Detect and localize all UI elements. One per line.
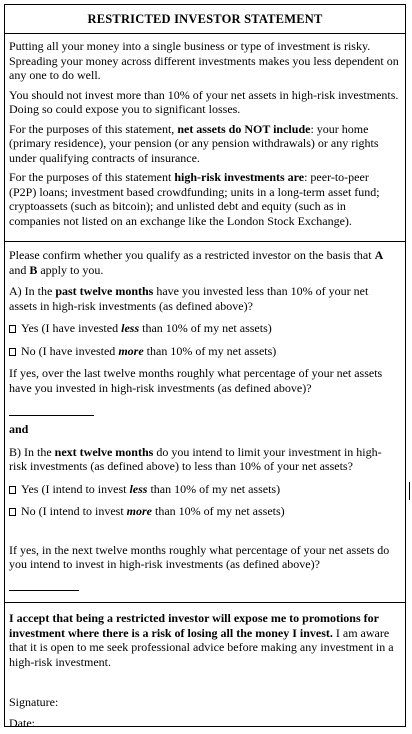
and-separator-text: and xyxy=(9,422,29,436)
question-b-yes-tail: than 10% of my net assets) xyxy=(147,481,281,496)
high-risk-definition-term: high-risk investments are xyxy=(174,170,305,184)
question-b-period: next twelve months xyxy=(54,444,154,459)
question-a-yes-emphasis: less xyxy=(121,321,140,335)
and-separator xyxy=(9,422,399,437)
question-b-no-checkbox[interactable] xyxy=(9,508,16,516)
confirmation-section xyxy=(5,242,405,603)
risk-warnings-section xyxy=(5,34,405,242)
question-b-no-tail: than 10% of my net assets) xyxy=(152,504,285,518)
question-b-no-lead: No (I intend to invest xyxy=(21,504,127,518)
question-b-lead: B) In the xyxy=(9,444,55,459)
statement-title-text: RESTRICTED INVESTOR STATEMENT xyxy=(87,12,323,26)
warning-diversification: Putting all your money into a single business or type of investment is risky. Spreading your money across different investments makes you less dependent on any one to do well. xyxy=(9,39,399,82)
margin-mark xyxy=(409,482,410,500)
acceptance-section xyxy=(5,603,405,730)
net-assets-definition-body: : your home (primary residence), your pension (or any pension withdrawals) or any rights under qualifying contracts of insurance. xyxy=(9,121,379,165)
question-a-no-checkbox[interactable] xyxy=(9,348,16,356)
question-a-percentage-field[interactable] xyxy=(9,415,94,416)
question-b-no-option[interactable] xyxy=(9,504,399,519)
net-assets-definition-term: net assets do NOT include xyxy=(177,121,311,136)
condition-a-ref: A xyxy=(374,248,384,262)
question-b-no-emphasis: more xyxy=(126,504,152,518)
question-b-followup: If yes, in the next twelve months roughly what percentage of your net assets do you intend to invest in high-risk investments (as defined above)? xyxy=(9,542,390,571)
question-a-period: past twelve months xyxy=(55,284,154,298)
warning-ten-percent: You should not invest more than 10% of your net assets in high-risk investments. Doing so could expose you to significant losses. xyxy=(9,87,399,116)
confirmation-intro-and: and xyxy=(9,262,30,277)
question-a xyxy=(9,284,399,313)
high-risk-definition xyxy=(9,170,399,228)
condition-b-ref: B xyxy=(29,262,38,277)
date-row[interactable] xyxy=(9,716,399,731)
confirmation-intro xyxy=(9,248,399,277)
confirmation-intro-lead: Please confirm whether you qualify as a restricted investor on the basis that xyxy=(9,248,375,262)
statement-title xyxy=(5,5,405,34)
signature-label: Signature: xyxy=(9,695,59,709)
question-a-body: have you invested less than 10% of your net assets in high-risk investments (as defined above)? xyxy=(9,284,369,313)
question-b xyxy=(9,445,399,474)
question-a-yes-option[interactable] xyxy=(9,321,399,336)
high-risk-definition-body: : peer-to-peer (P2P) loans; investment based crowdfunding; units in a long-term asset fund; cryptoassets (such as bitcoin); and unlisted debt and equity (such as in companies not listed on an exchange like the London Stock Exchange). xyxy=(9,170,380,228)
question-b-yes-option[interactable] xyxy=(9,482,399,497)
question-b-yes-emphasis: less xyxy=(129,481,148,496)
date-label: Date: xyxy=(9,715,35,730)
acceptance-statement-body: I am aware that it is open to me seek professional advice before making any investment in a high-risk investment. xyxy=(9,625,394,669)
question-a-no-lead: No (I have invested xyxy=(21,343,119,358)
question-a-yes-tail: than 10% of my net assets) xyxy=(139,321,272,335)
question-b-yes-checkbox[interactable] xyxy=(9,486,16,494)
question-b-percentage-field[interactable] xyxy=(9,590,79,591)
question-a-followup: If yes, over the last twelve months roughly what percentage of your net assets have you invested in high-risk investments (as defined above)? xyxy=(9,366,383,395)
question-b-body: do you intend to limit your investment in high-risk investments (as defined above) to less than 10% of your net assets? xyxy=(9,444,382,473)
question-a-no-tail: than 10% of my net assets) xyxy=(143,343,277,358)
question-a-no-emphasis: more xyxy=(118,343,144,358)
restricted-investor-statement xyxy=(4,4,406,730)
question-a-yes-checkbox[interactable] xyxy=(9,325,16,333)
question-b-yes-lead: Yes (I intend to invest xyxy=(21,481,130,496)
acceptance-statement xyxy=(9,611,399,669)
high-risk-definition-lead: For the purposes of this statement xyxy=(9,170,175,184)
net-assets-definition-lead: For the purposes of this statement, xyxy=(9,121,178,136)
question-a-no-option[interactable] xyxy=(9,344,399,359)
acceptance-statement-bold: I accept that being a restricted investor will expose me to promotions for investment where there is a risk of losing all the money I invest. xyxy=(9,611,379,640)
confirmation-intro-tail: apply to you. xyxy=(37,262,104,277)
net-assets-definition xyxy=(9,122,399,166)
signature-row[interactable] xyxy=(9,695,399,710)
question-a-yes-lead: Yes (I have invested xyxy=(21,321,122,335)
question-a-lead: A) In the xyxy=(9,284,56,298)
